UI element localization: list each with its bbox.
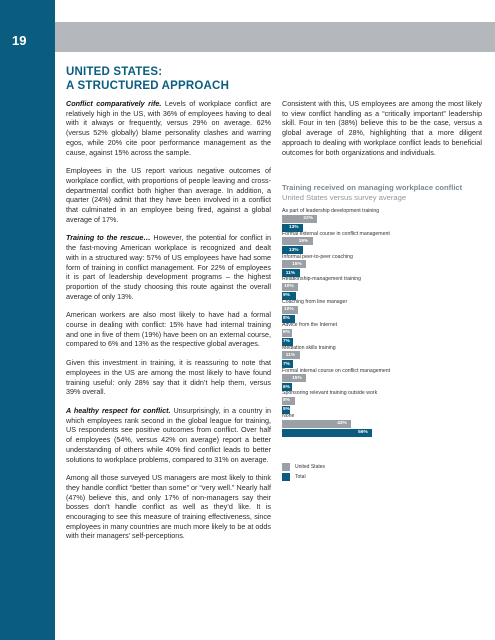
bar-value-label: 10%: [284, 307, 294, 313]
paragraph-lead: A healthy respect for conflict.: [66, 405, 171, 415]
bar-value-label: 56%: [358, 430, 368, 436]
bar-value-label: 9%: [283, 293, 290, 299]
chart-title: Training received on managing workplace conflict: [282, 183, 463, 192]
legend-swatch: [282, 473, 290, 481]
chart-legend: [295, 462, 325, 482]
legend-label: Total: [295, 474, 306, 480]
bar-value-label: 10%: [284, 284, 294, 290]
category-label: None: [282, 413, 295, 420]
paragraph: [66, 473, 271, 541]
paragraph: [66, 310, 271, 349]
legend-item: [295, 472, 325, 482]
bar-value-label: 15%: [292, 261, 302, 267]
chart-heading: [282, 183, 487, 202]
category-label: Advice from the Internet: [282, 322, 338, 328]
category-label: Sponsoring relevant training outside work: [282, 390, 378, 397]
page-sidebar: [0, 0, 55, 640]
paragraph: [66, 166, 271, 224]
bar-value-label: 22%: [303, 216, 314, 221]
training-bar-chart: [282, 208, 492, 508]
bar-value-label: 19%: [298, 238, 309, 244]
left-column: [66, 99, 271, 550]
bar-value-label: 15%: [292, 375, 302, 381]
bar-value-label: 6%: [283, 330, 290, 335]
legend-item: [295, 462, 325, 472]
paragraph: Consistent with this, US employees are among the most likely to view conflict handling as a “critically important” leadership skill. Four in ten (38%) believe this to be the case, versus a global average of 28%, highlighting that a more diligent approach to dealing with workplace conflict leads to beneficial outcomes for both organizations and individuals.: [282, 99, 482, 157]
legend-label: United States: [295, 464, 326, 470]
bar-value-label: 7%: [283, 339, 290, 344]
chart-subtitle: United States versus survey average: [282, 192, 407, 202]
category-label: Relationship-management training: [282, 276, 362, 283]
bar-value-label: 11%: [285, 270, 296, 276]
paragraph-text: Unsurprisingly, in a country in which employees rank second in the global league for training, US respondents see positive outcomes from conflict. Over half of employees (54%, versus 42% on average) report a better understanding of others while 40% find conflict leads to better solutions to workplace problems, compared to 31% on average.: [66, 405, 271, 464]
right-column: [282, 99, 482, 166]
section-headline: [66, 65, 286, 93]
page-number: 19: [12, 33, 27, 48]
category-label: As part of leadership development training: [282, 208, 380, 214]
bar-value-label: 13%: [288, 247, 299, 253]
legend-swatch: [282, 463, 290, 471]
paragraph: [66, 358, 271, 397]
bar-value-label: 8%: [283, 316, 290, 322]
bar-value-label: 43%: [337, 421, 347, 427]
bar-value-label: 8%: [283, 398, 290, 404]
paragraph-text: Employees in the US report various negative outcomes of workplace conflict, with proportions of people leaving and cross-departmental conflict both higher than average. In addition, a quarter (24%) admit that they have been involved in a conflict that culminated in an employee being fired, against a global average of 17%.: [66, 166, 271, 224]
bar-value-label: 13%: [288, 225, 299, 230]
paragraph-text: Given this investment in training, it is reassuring to note that employees in the US are among the most likely to have found training useful: only 28% say that it didn’t help them, versus 39% overall.: [66, 358, 271, 397]
bar-value-label: 6%: [283, 384, 290, 390]
headline-line-1: UNITED STATES:: [66, 66, 163, 78]
paragraph-lead: Training to the rescue…: [66, 233, 151, 243]
category-label: Coaching from line manager: [282, 299, 348, 306]
paragraph-text: However, the potential for conflict in the fast-moving American workplace is recognized and dealt with in a structured way: 57% of US employees have had some form of training in conflict management. For 22% of employees it is part of leadership development programs – the highest proportion of the study choosing this route against the overall average of only 13%.: [66, 233, 271, 301]
paragraph: [66, 99, 271, 157]
paragraph-text: Levels of workplace conflict are relatively high in the US, with 36% of employees having to deal with it always or frequently, versus 29% on average. 62% (versus 52% globally) blame personality clashes and warring egos, while 20% cite poor performance management as the cause, against 15% across the sample.: [66, 99, 272, 157]
paragraph: [66, 233, 271, 301]
paragraph: [66, 406, 271, 464]
bar-value-label: 7%: [283, 361, 290, 367]
headline-line-2: A STRUCTURED APPROACH: [66, 80, 230, 92]
paragraph-text: American workers are also most likely to have had a formal course in dealing with conflict: 15% have had internal training and one in five of them (19%) have been on an external course, compared to 6% and 13% as the respective global averages.: [66, 310, 271, 349]
paragraph-text: Among all those surveyed US managers are most likely to think they handle conflict “better than some” or “very well.” Nearly half (47%) believe this, and only 17% of non-managers say their bosses don’t handle conflict as well as they’d like. It is encouraging to see this measure of training effectiveness, since employees in many countries are much more likely to be at odds with their managers’ self-perceptions.: [66, 473, 271, 541]
category-label: Formal internal course on conflict management: [282, 367, 391, 374]
category-label: Informal peer-to-peer coaching: [282, 253, 353, 260]
header-bar: [55, 22, 495, 52]
category-label: Mediation skills training: [282, 344, 336, 351]
bar-value-label: 5%: [283, 407, 290, 413]
paragraph-lead: Conflict comparatively rife.: [66, 99, 162, 108]
category-label: Formal external course in conflict management: [282, 230, 390, 237]
bar-value-label: 11%: [285, 352, 296, 358]
